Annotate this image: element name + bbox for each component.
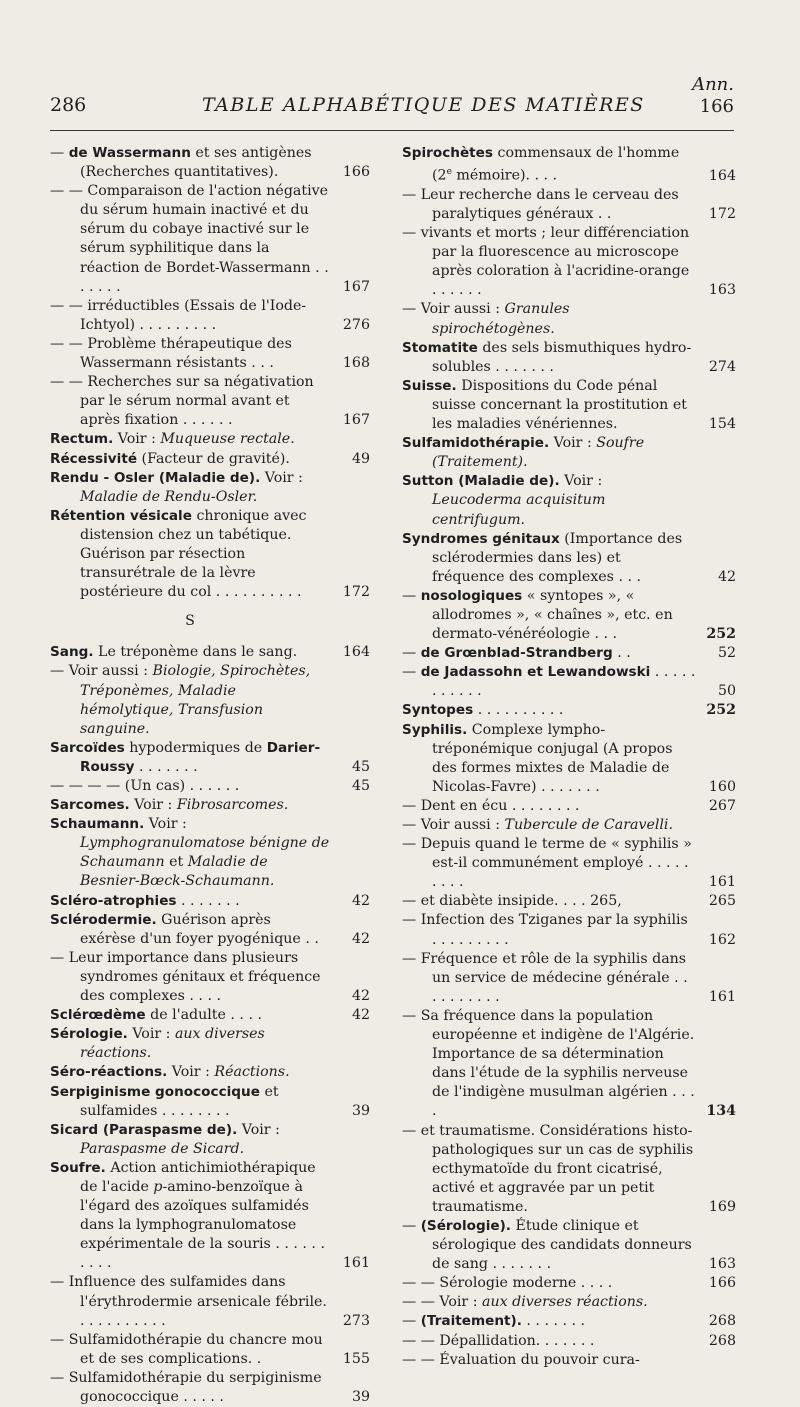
index-entry: — — Voir : aux diverses réactions. [402,1294,648,1311]
index-entry: Suisse. Dispositions du Code pénal suisse concernant la prostitution et les maladies vénériennes. 154 [402,377,736,434]
index-entry: — Infection des Tziganes par la syphilis . . . . . . . . . 162 [402,911,736,949]
volume-label: Ann. [692,74,734,95]
index-entry: — vivants et morts ; leur différenciation par la fluorescence au microscope après coloration à l'acridine-orange . . . . . . 163 [402,224,736,300]
page-ref: 163 [708,1256,736,1273]
index-entry: Récessivité (Facteur de gravité). 49 [50,450,370,469]
index-entry: Schaumann. Voir : Lymphogranulomatose bénigne de Schaumann et Maladie de Besnier-Bœck-Schaumann. [50,816,330,890]
page-ref: 42 [351,1007,370,1024]
page-ref: 39 [351,1389,370,1405]
index-entry: Sutton (Maladie de). Voir : Leucoderma acquisitum centrifugum. [402,473,606,528]
page-ref: 49 [351,450,370,467]
running-title: TABLE ALPHABÉTIQUE DES MATIÈRES [202,94,645,116]
index-entry: — — irréductibles (Essais de l'Iode-Ichtyol) . . . . . . . . . 276 [50,297,370,335]
index-entry: — Leur importance dans plusieurs syndromes génitaux et fréquence des complexes . . . . 42 [50,949,370,1006]
index-entry: Sulfamidothérapie. Voir : Soufre (Traitement). [402,435,645,471]
page-ref: 265 [708,893,736,910]
index-entry: Rendu - Osler (Maladie de). Voir : Maladie de Rendu-Osler. [50,469,303,505]
index-entry: — — Sérologie moderne . . . . 166 [402,1274,736,1293]
index-entry: — — — — (Un cas) . . . . . . 45 [50,777,370,796]
page-ref: 42 [351,892,370,909]
right-column [402,144,736,1370]
index-entry: — (Traitement). . . . . . . . 268 [402,1312,736,1331]
index-entry: Sérologie. Voir : aux diverses réactions. [50,1026,265,1062]
page-ref: 161 [708,988,736,1005]
index-entry: Syndromes génitaux (Importance des sclérodermies dans les) et fréquence des complexes . . . 42 [402,530,736,587]
page-ref: 161 [342,1255,370,1272]
index-entry: — Influence des sulfamides dans l'érythrodermie arsenicale fébrile. . . . . . . . . . . 273 [50,1273,370,1330]
index-entry: — Voir aussi : Tubercule de Caravelli. [402,817,673,834]
header-rule [50,130,734,131]
page-ref: 50 [717,683,736,700]
page-ref: 163 [708,282,736,299]
page-ref: 154 [708,416,736,433]
index-entry: Spirochètes commensaux de l'homme (2e mémoire). . . . 164 [402,144,736,186]
index-entry: Syntopes . . . . . . . . . . 252 [402,701,736,720]
page-ref: 268 [708,1313,736,1330]
index-entry: Sarcoïdes hypodermiques de Darier-Roussy . . . . . . . 45 [50,739,370,777]
page-ref: 164 [342,644,370,661]
index-entry: — et traumatisme. Considérations histo-pathologiques sur un cas de syphilis ecthymatoïde du front cicatrisé, activé et aggravée par un petit traumatisme. 169 [402,1122,736,1217]
index-entry: Syphilis. Complexe lympho-tréponémique conjugal (A propos des formes mixtes de Maladie de Nicolas-Favre) . . . . . . . 160 [402,721,736,797]
index-entry: Soufre. Action antichimiothérapique de l'acide p-amino-benzoïque à l'égard des azoïques sulfamidés dans la lymphogranulomatose expérimentale de la souris . . . . . . . . . . 161 [50,1159,370,1274]
page-ref: 276 [342,316,370,333]
page-ref: 167 [342,412,370,429]
volume-marker [692,74,734,118]
index-entry: — Fréquence et rôle de la syphilis dans un service de médecine générale . . . . . . . . . . 161 [402,950,736,1007]
index-entry: Serpiginisme gonococcique et sulfamides . . . . . . . . 39 [50,1083,370,1121]
index-entry: Séro-réactions. Voir : Réactions. [50,1064,290,1081]
index-entry: Sclérœdème de l'adulte . . . . 42 [50,1006,370,1025]
index-entry: — et diabète insipide. . . . 265, 265 [402,892,736,911]
index-entry: Sicard (Paraspasme de). Voir : Paraspasme de Sicard. [50,1121,280,1157]
page-ref: 273 [342,1312,370,1329]
page-ref: 134 [706,1103,736,1120]
page-ref: 161 [708,874,736,891]
index-entry: — de Wassermann et ses antigènes (Recherches quantitatives). 166 [50,144,370,182]
index-entry: — nosologiques « syntopes », « allodromes », « chaînes », etc. en dermato-vénéréologie . . . 252 [402,587,736,644]
page-ref: 162 [708,931,736,948]
page-ref: 164 [708,167,736,184]
index-entry: — — Recherches sur sa négativation par le sérum normal avant et après fixation . . . . . . 167 [50,373,370,430]
page-ref: 252 [706,702,736,719]
page-ref: 45 [351,758,370,775]
page-ref: 39 [351,1102,370,1119]
index-entry: — — Problème thérapeutique des Wassermann résistants . . . 168 [50,335,370,373]
index-entry: — (Sérologie). Étude clinique et sérologique des candidats donneurs de sang . . . . . . . 163 [402,1217,736,1274]
index-entry: — Depuis quand le terme de « syphilis » est-il communément employé . . . . . . . . . 161 [402,835,736,892]
page-ref: 172 [708,206,736,223]
page-ref: 42 [351,988,370,1005]
page-ref: 45 [351,778,370,794]
page-ref: 252 [706,626,736,643]
page-ref: 167 [342,278,370,295]
index-entry: Sclérodermie. Guérison après exérèse d'un foyer pyogénique . . 42 [50,911,370,949]
index-entry: Stomatite des sels bismuthiques hydro-solubles . . . . . . . 274 [402,339,736,377]
index-entry: — de Jadassohn et Lewandowski . . . . . . . . . . . 50 [402,663,736,701]
index-entry: Sarcomes. Voir : Fibrosarcomes. [50,797,289,814]
page-ref: 160 [708,778,736,795]
left-column [50,144,370,1407]
index-entry: — Sulfamidothérapie du serpiginisme gonococcique . . . . . 39 [50,1369,370,1407]
index-entry: — — Évaluation du pouvoir cura- [402,1351,640,1368]
index-entry: — Sulfamidothérapie du chancre mou et de ses complications. . 155 [50,1331,370,1369]
page-number: 286 [50,94,87,116]
index-entry: Rétention vésicale chronique avec distension chez un tabétique. Guérison par résection transurétrale de la lèvre postérieure du col . . . . . . . . . . 172 [50,507,370,602]
index-entry: — Sa fréquence dans la population européenne et indigène de l'Algérie. Importance de sa détermination dans l'étude de la syphilis nerveuse de l'indigène musulman algérien . . . . 134 [402,1007,736,1122]
index-entry: Rectum. Voir : Muqueuse rectale. [50,431,295,448]
index-entry: Sang. Le tréponème dans le sang. 164 [50,643,370,662]
page-ref: 166 [708,1275,736,1292]
page-ref: 168 [342,355,370,372]
index-entry: — Leur recherche dans le cerveau des paralytiques généraux . . 172 [402,186,736,224]
index-entry: — de Grœnblad-Strandberg . . 52 [402,644,736,663]
page-ref: 42 [351,930,370,947]
page-ref: 52 [717,645,736,662]
index-entry: — Dent en écu . . . . . . . . 267 [402,797,736,816]
page-ref: 42 [717,568,736,585]
index-entry: Scléro-atrophies . . . . . . . 42 [50,892,370,911]
page-ref: 274 [708,358,736,375]
page-ref: 169 [708,1198,736,1215]
index-entry: — Voir aussi : Biologie, Spirochètes, Tréponèmes, Maladie hémolytique, Transfusion sanguine. [50,663,311,737]
section-letter: S [185,613,195,630]
index-entry: — — Dépallidation. . . . . . . 268 [402,1332,736,1351]
volume-number: 166 [699,96,734,117]
page-ref: 172 [342,584,370,601]
page-ref: 267 [708,797,736,814]
page-ref: 155 [342,1350,370,1367]
index-entry: — — Comparaison de l'action négative du sérum humain inactivé et du sérum du cobaye inactivé sur le sérum syphilitique dans la réaction de Bordet-Wassermann . . . . . . . 167 [50,182,370,297]
index-entry: — Voir aussi : Granules spirochétogènes. [402,301,570,337]
page-ref: 268 [708,1332,736,1349]
page-ref: 166 [342,164,370,181]
